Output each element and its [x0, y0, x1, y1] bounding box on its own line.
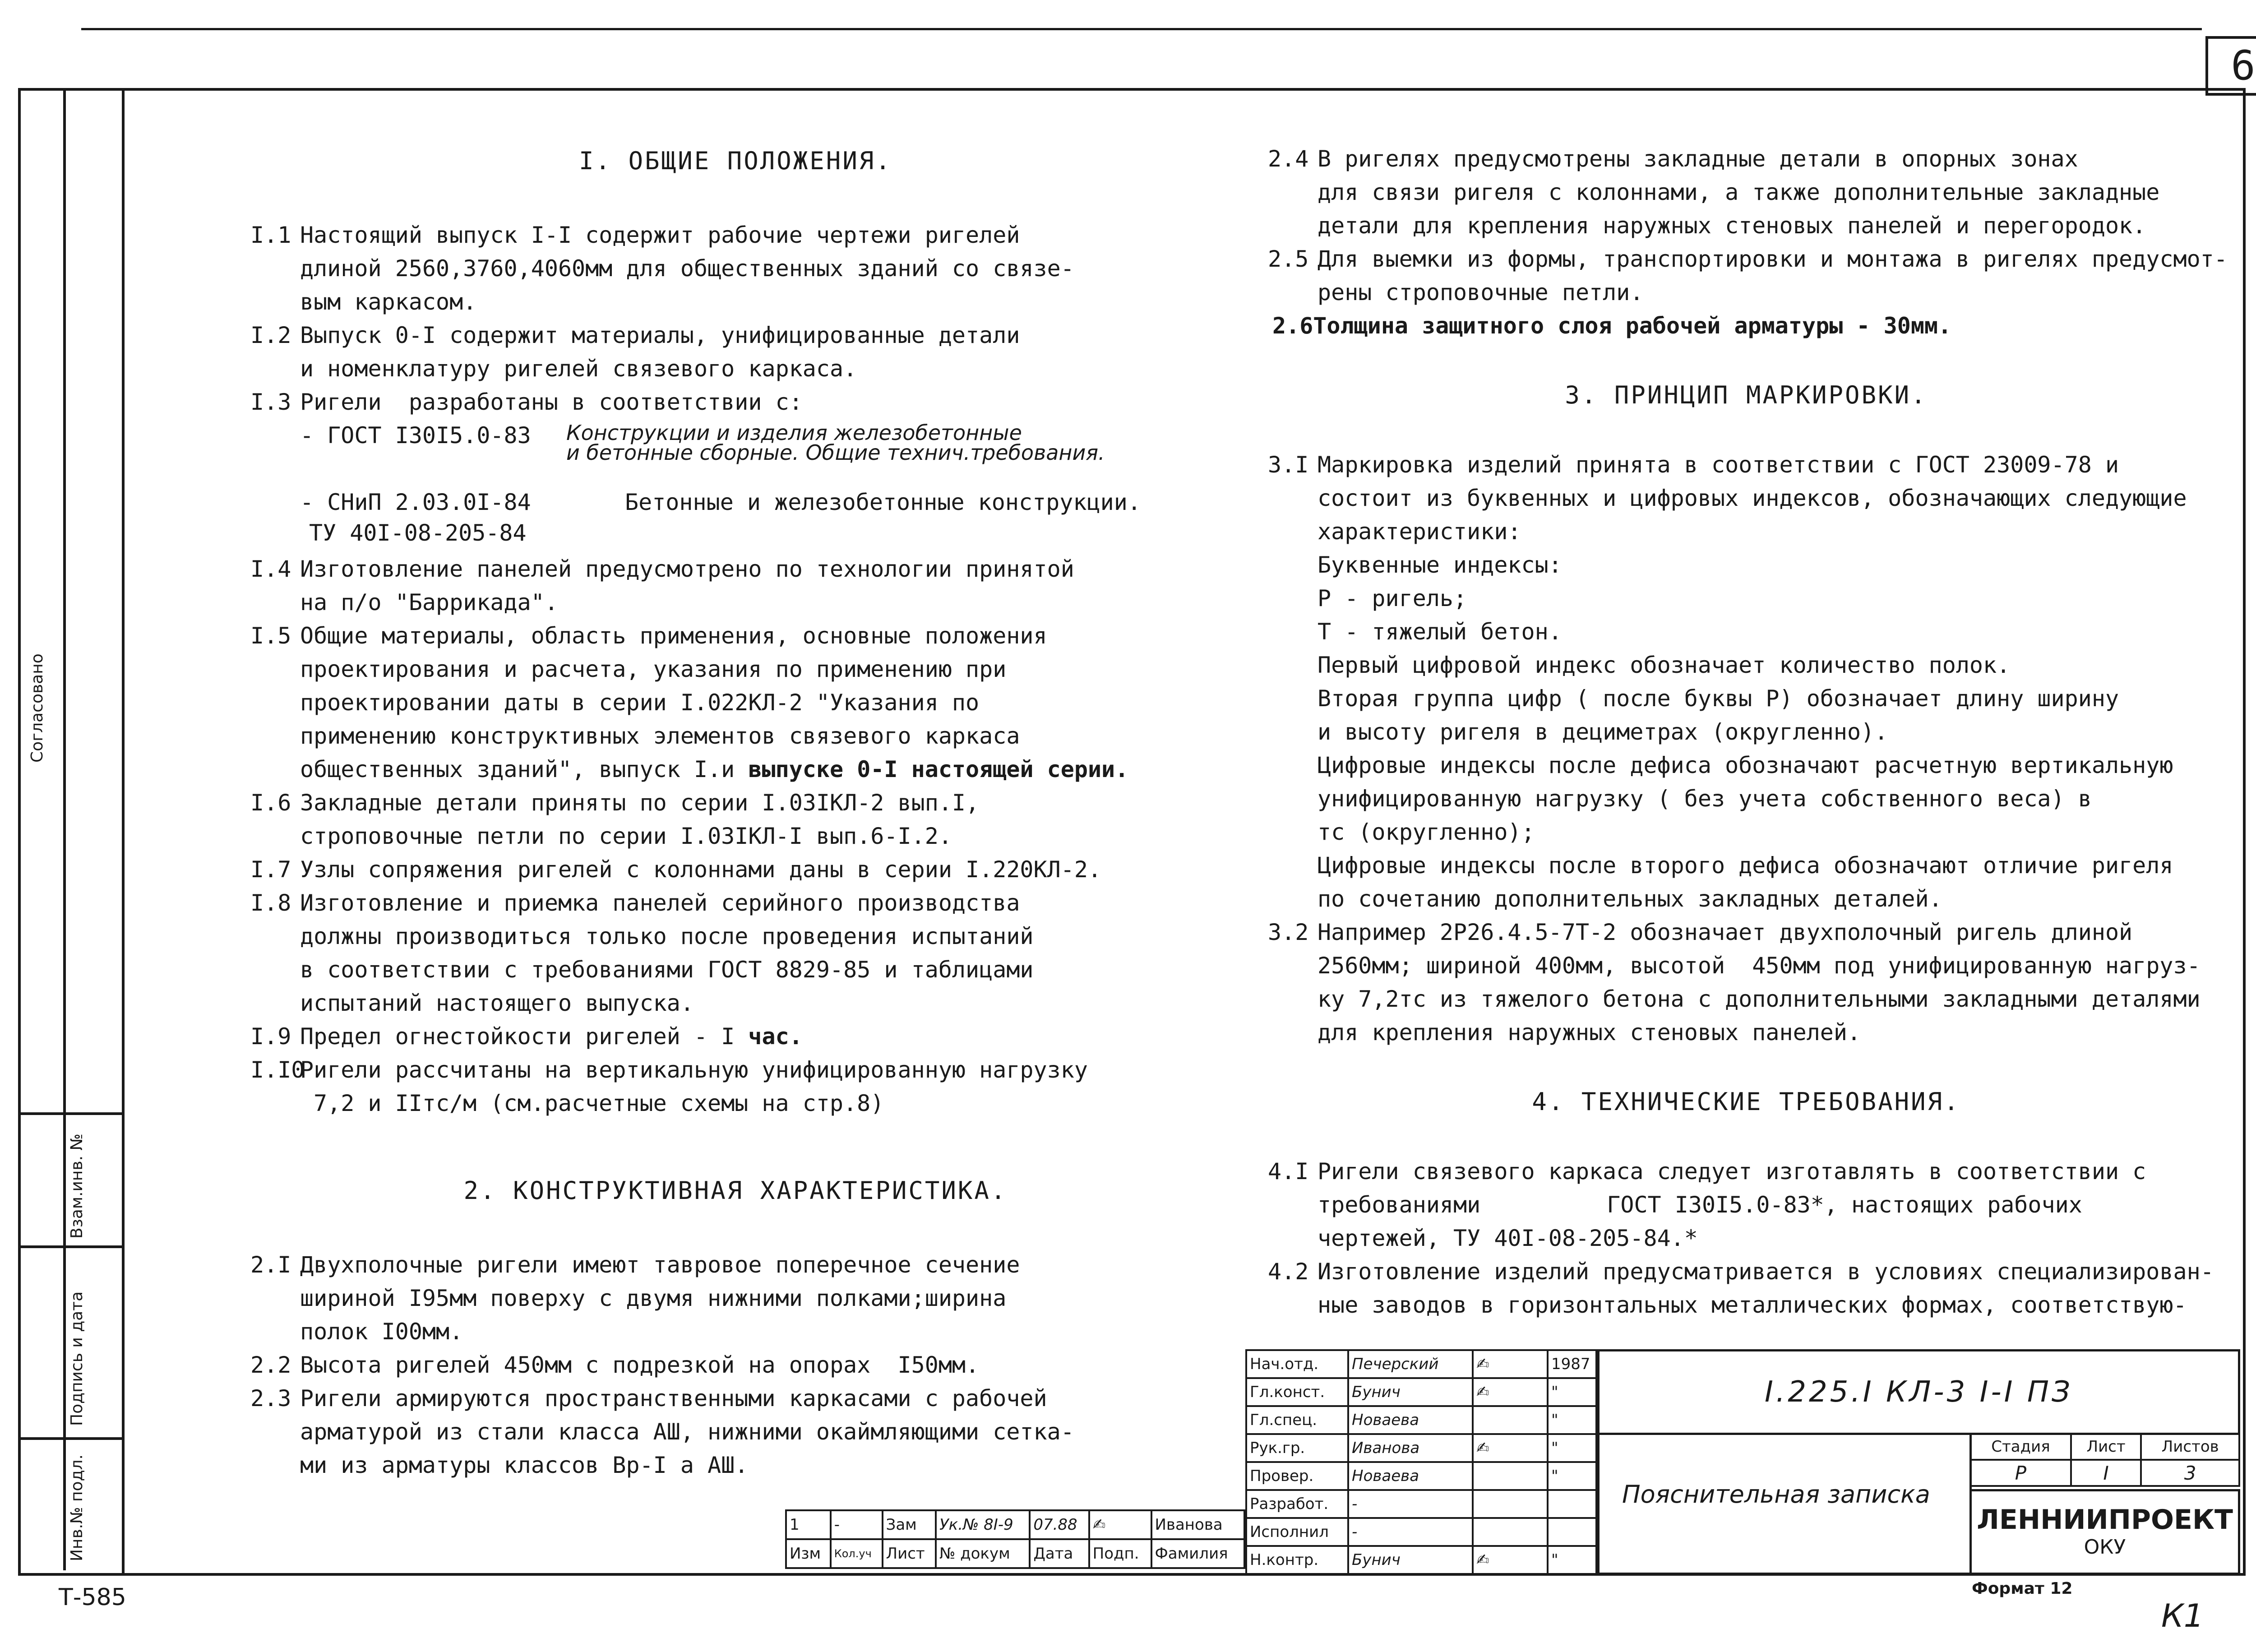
signature-date: ": [1548, 1406, 1596, 1434]
signatures-table: [1245, 1349, 1597, 1575]
document-name-cell: [1597, 1433, 1972, 1575]
signature-name: -: [1348, 1490, 1473, 1518]
signature-sign: [1473, 1490, 1548, 1518]
signature-role: Гл.конст.: [1246, 1378, 1348, 1406]
sign-date-label: Подпись и дата: [68, 1291, 86, 1426]
signature-row: [1246, 1518, 1596, 1546]
paragraph-2-1: 2.I Двухполочные ригели имеют тавровое поперечное сечение шириной I95мм поверху с двумя нижними полками;ширина полок I00мм.: [250, 1252, 1020, 1345]
signature-sign: ✍: [1473, 1546, 1548, 1574]
signature-row: [1246, 1490, 1596, 1518]
strip-cut-3: [18, 1437, 122, 1440]
inv-orig-label: Инв.№ подл.: [68, 1454, 86, 1561]
department: ОКУ: [2084, 1536, 2126, 1559]
signature-role: Исполнил: [1246, 1518, 1348, 1546]
paragraph-1-1: I.1 Настоящий выпуск I-I содержит рабочие чертежи ригелей длиной 2560,3760,4060мм для общественных зданий со связе- вым каркасом.: [250, 222, 1074, 315]
signature-role: Провер.: [1246, 1462, 1348, 1490]
designation: I.225.I КЛ-3 I-I ПЗ: [1765, 1375, 2073, 1409]
signature-row: [1246, 1406, 1596, 1434]
sheet-number: 6: [2205, 36, 2256, 96]
paragraph-1-3: I.3 Ригели разработаны в соответствии с:: [250, 389, 803, 415]
signature-date: 1987: [1548, 1350, 1596, 1378]
signature-role: Н.контр.: [1246, 1546, 1348, 1574]
signature-sign: ✍: [1473, 1378, 1548, 1406]
paragraph-2-5: 2.5 Для выемки из формы, транспортировки и монтажа в ригелях предусмот- рены строповочные петли.: [1268, 246, 2228, 305]
std3-code: ТУ 40I-08-205-84: [309, 520, 527, 546]
paragraph-1-6: I.6 Закладные детали приняты по серии I.03IКЛ-2 вып.I, строповочные петли по серии I.03IКЛ-I вып.6-I.2.: [250, 790, 980, 849]
signature-name: -: [1348, 1518, 1473, 1546]
paragraph-1-9: I.9 Предел огнестойкости ригелей - I час.: [250, 1023, 803, 1050]
signature-role: Гл.спец.: [1246, 1406, 1348, 1434]
section3-title: 3. ПРИНЦИП МАРКИРОВКИ.: [1565, 381, 1928, 409]
document-name: Пояснительная записка: [1622, 1480, 1930, 1509]
paragraph-1-7: I.7 Узлы сопряжения ригелей с колоннами даны в серии I.220КЛ-2.: [250, 856, 1102, 883]
signature-sign: ✍: [1473, 1350, 1548, 1378]
paragraph-1-5: I.5 Общие материалы, область применения, основные положения проектирования и расчета, указания по применению при проектировании даты в серии I.022КЛ-2 "Указания по применению конструктивных элементов связевого каркаса общественных зданий", выпуск I.и выпуске 0-I настоящей серии.: [250, 623, 1129, 782]
section1-title: I. ОБЩИЕ ПОЛОЖЕНИЯ.: [579, 147, 892, 175]
paragraph-3-2: 3.2 Например 2Р26.4.5-7Т-2 обозначает двухполочный ригель длиной 2560мм; шириной 400мм, высотой 450мм под унифицированную нагруз- ку 7,2тс из тяжелого бетона с дополнительными закладными деталями для крепления наружных стеновых панелей.: [1268, 919, 2201, 1046]
signature-date: ": [1548, 1378, 1596, 1406]
revision-header-row: Изм Кол.уч Лист № докум Дата Подп. Фамилия: [786, 1539, 1244, 1568]
stage-table: Стадия Лист Листов Р I 3: [1969, 1433, 2240, 1487]
signature-sign: [1473, 1518, 1548, 1546]
signature-sign: ✍: [1473, 1434, 1548, 1462]
signature-sign: [1473, 1406, 1548, 1434]
section1-paragraphs: [250, 218, 1220, 419]
std2-title: Бетонные и железобетонные конструкции.: [625, 489, 1141, 515]
designation-cell: [1597, 1349, 2240, 1435]
signature-row: [1246, 1378, 1596, 1406]
signature-date: ": [1548, 1462, 1596, 1490]
signature-role: Разработ.: [1246, 1490, 1348, 1518]
signature-name: Бунич: [1348, 1378, 1473, 1406]
signature-name: Новаева: [1348, 1406, 1473, 1434]
paragraph-2-4: 2.4 В ригелях предусмотрены закладные детали в опорных зонах для связи ригеля с колоннами, а также дополнительные закладные детали для крепления наружных стеновых панелей и перегородок.: [1268, 146, 2160, 239]
signature-sign: [1473, 1462, 1548, 1490]
revisions-table: [785, 1509, 1245, 1569]
signature-name: Иванова: [1348, 1434, 1473, 1462]
paragraph-1-10: I.I0 Ригели рассчитаны на вертикальную унифицированную нагрузку 7,2 и IIтс/м (см.расчетные схемы на стр.8): [250, 1057, 1088, 1116]
paragraph-4-2: 4.2 Изготовление изделий предусматривается в условиях специализирован- ные заводов в горизонтальных металлических формах, соответствую-: [1268, 1259, 2214, 1318]
paragraph-3-1: 3.I Маркировка изделий принята в соответствии с ГОСТ 23009-78 и состоит из буквенных и цифровых индексов, обозначающих следующие характеристики: Буквенные индексы: Р - ригель; Т - тяжелый бетон. Первый цифровой индекс обозначает количество полок. Вторая группа цифр ( после буквы Р) обозначает длину ширину и высоту ригеля в дециметрах (округленно). Цифровые индексы после дефиса обозначают расчетную вертикальную унифицированную нагрузку ( без учета собственного веса) в тс (округленно); Цифровые индексы после второго дефиса обозначают отличие ригеля по сочетанию дополнительных закладных деталей.: [1268, 452, 2187, 912]
signature-name: Печерский: [1348, 1350, 1473, 1378]
std2-code: - СНиП 2.03.0I-84: [300, 489, 531, 515]
signature-row: [1246, 1462, 1596, 1490]
strip-divider: [63, 88, 66, 1570]
agreed-label: Согласовано: [28, 653, 46, 763]
signature-role: Рук.гр.: [1246, 1434, 1348, 1462]
paragraph-2-3: 2.3 Ригели армируются пространственными каркасами с рабочей арматурой из стали класса АШ, нижними окаймляющими сетка- ми из арматуры классов Вр-I а АШ.: [250, 1385, 1074, 1478]
inv-replaced-label: Взам.инв. №: [68, 1134, 86, 1239]
signature-row: [1246, 1546, 1596, 1574]
strip-cut-2: [18, 1245, 122, 1248]
paragraph-1-8: I.8 Изготовление и приемка панелей серийного производства должны производиться только после проведения испытаний в соответствии с требованиями ГОСТ 8829-85 и таблицами испытаний настоящего выпуска.: [250, 890, 1034, 1016]
signature-name: Бунич: [1348, 1546, 1473, 1574]
right-column: [1268, 142, 2228, 1322]
std1-title-1: Конструкции и изделия железобетонные: [566, 421, 1022, 445]
signature-row: [1246, 1350, 1596, 1378]
standards-list: [250, 419, 1220, 552]
section2-title: 2. КОНСТРУКТИВНАЯ ХАРАКТЕРИСТИКА.: [463, 1176, 1008, 1205]
strip-cut-1: [18, 1112, 122, 1115]
paragraph-2-6: 2.6Толщина защитного слоя рабочей арматуры - 30мм.: [1272, 313, 1952, 339]
signature-name: Новаева: [1348, 1462, 1473, 1490]
signature-role: Нач.отд.: [1246, 1350, 1348, 1378]
signature-date: [1548, 1518, 1596, 1546]
organization: ЛЕННИИПРОЕКТ: [1977, 1504, 2233, 1536]
section4-title: 4. ТЕХНИЧЕСКИЕ ТРЕБОВАНИЯ.: [1532, 1087, 1960, 1116]
paragraph-1-4: I.4 Изготовление панелей предусмотрено по технологии принятой на п/о "Баррикада".: [250, 556, 1074, 615]
signature-row: [1246, 1434, 1596, 1462]
std1-code: - ГОСТ I30I5.0-83: [300, 422, 531, 449]
revision-row: 1 - Зам Ук.№ 8I-9 07.88 ✍ Иванова: [786, 1510, 1244, 1539]
paragraph-2-2: 2.2 Высота ригелей 450мм с подрезкой на опорах I50мм.: [250, 1352, 980, 1378]
signature-date: ": [1548, 1434, 1596, 1462]
left-column: [250, 144, 1220, 1482]
sheet-mark: К1: [2161, 1597, 2204, 1634]
series-stamp: Т-585: [59, 1584, 126, 1611]
top-border-line: [81, 28, 2202, 30]
std1-title-2: и бетонные сборные. Общие технич.требования.: [566, 440, 1105, 465]
organization-cell: [1969, 1489, 2240, 1575]
signature-date: ": [1548, 1546, 1596, 1574]
paragraph-4-1: 4.I Ригели связевого каркаса следует изготавлять в соответствии с требованиями ГОСТ I30I5.0-83*, настоящих рабочих чертежей, ТУ 40I-08-205-84.*: [1268, 1158, 2146, 1251]
signature-date: [1548, 1490, 1596, 1518]
paragraph-1-2: I.2 Выпуск 0-I содержит материалы, унифицированные детали и номенклатуру ригелей связевого каркаса.: [250, 322, 1020, 382]
format-label: Формат 12: [1972, 1579, 2073, 1598]
